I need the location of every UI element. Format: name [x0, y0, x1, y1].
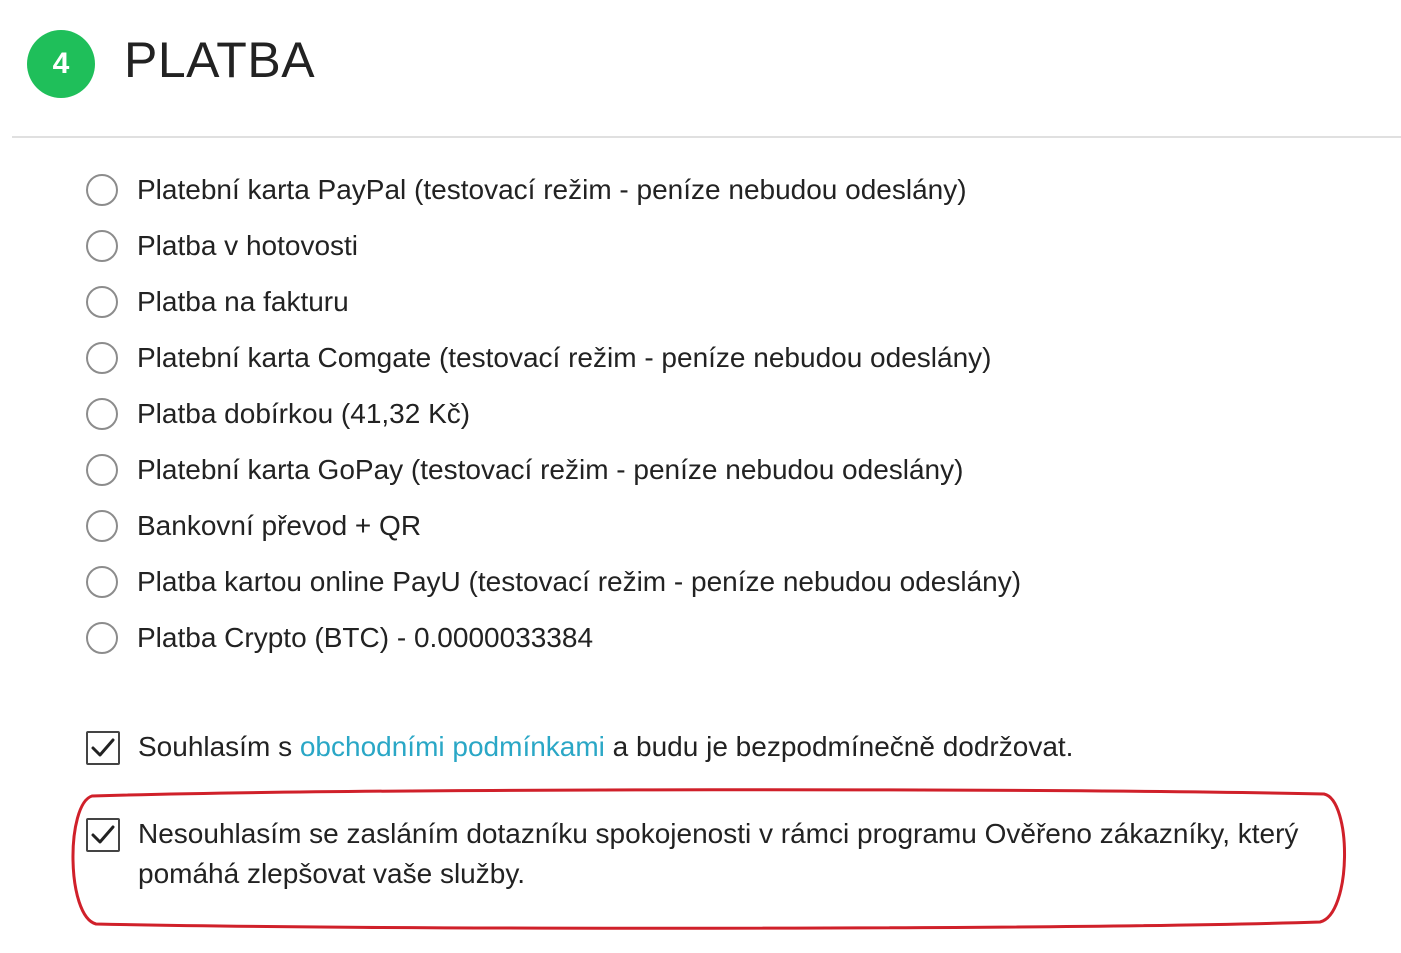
terms-label [138, 727, 1073, 767]
radio-button[interactable] [86, 398, 118, 430]
payment-option-cod[interactable] [86, 386, 1021, 442]
section-title: PLATBA [124, 32, 316, 88]
checkmark-icon [90, 736, 116, 760]
step-number-badge [27, 30, 95, 98]
terms-suffix: a budu je bezpodmínečně dodržovat. [604, 731, 1074, 762]
radio-button[interactable] [86, 286, 118, 318]
radio-button[interactable] [86, 174, 118, 206]
radio-button[interactable] [86, 454, 118, 486]
radio-button[interactable] [86, 622, 118, 654]
radio-button[interactable] [86, 230, 118, 262]
payment-option-label[interactable]: Platba kartou online PayU (testovací režim - peníze nebudou odeslány) [137, 566, 1022, 597]
divider [12, 136, 1401, 138]
payment-option-gopay[interactable] [86, 442, 1021, 498]
payment-option-label[interactable]: Platební karta Comgate (testovací režim - peníze nebudou odeslány) [137, 342, 992, 373]
payment-option-crypto[interactable] [86, 610, 1021, 666]
payment-option-bank-transfer[interactable] [86, 498, 1021, 554]
radio-button[interactable] [86, 510, 118, 542]
payment-option-label[interactable]: Platební karta GoPay (testovací režim - peníze nebudou odeslány) [137, 454, 964, 485]
checkmark-icon [90, 823, 116, 847]
step-number: 4 [52, 47, 70, 80]
radio-button[interactable] [86, 342, 118, 374]
payment-option-label[interactable]: Platba dobírkou (41,32 Kč) [137, 398, 471, 429]
terms-agreement [86, 731, 1073, 767]
payment-option-label[interactable]: Bankovní převod + QR [137, 510, 422, 541]
survey-label: Nesouhlasím se zasláním dotazníku spokojenosti v rámci programu Ověřeno zákazníky, který pomáhá zlepšovat vaše služby. [138, 818, 1299, 889]
radio-button[interactable] [86, 566, 118, 598]
survey-checkbox[interactable] [86, 818, 120, 852]
terms-link[interactable]: obchodními podmínkami [299, 731, 605, 762]
payment-option-comgate[interactable] [86, 330, 1021, 386]
payment-option-label[interactable]: Platba na fakturu [137, 286, 349, 317]
terms-checkbox[interactable] [86, 731, 120, 765]
payment-option-label[interactable]: Platba v hotovosti [137, 230, 359, 261]
payment-option-payu[interactable] [86, 554, 1021, 610]
payment-option-label[interactable]: Platební karta PayPal (testovací režim - peníze nebudou odeslány) [137, 174, 967, 205]
payment-option-invoice[interactable] [86, 274, 1021, 330]
survey-optout [86, 818, 1318, 894]
payment-option-label[interactable]: Platba Crypto (BTC) - 0.0000033384 [137, 622, 594, 653]
payment-option-paypal[interactable] [86, 162, 1021, 218]
payment-option-cash[interactable] [86, 218, 1021, 274]
payment-method-list [86, 162, 1021, 666]
terms-prefix: Souhlasím s [138, 731, 300, 762]
